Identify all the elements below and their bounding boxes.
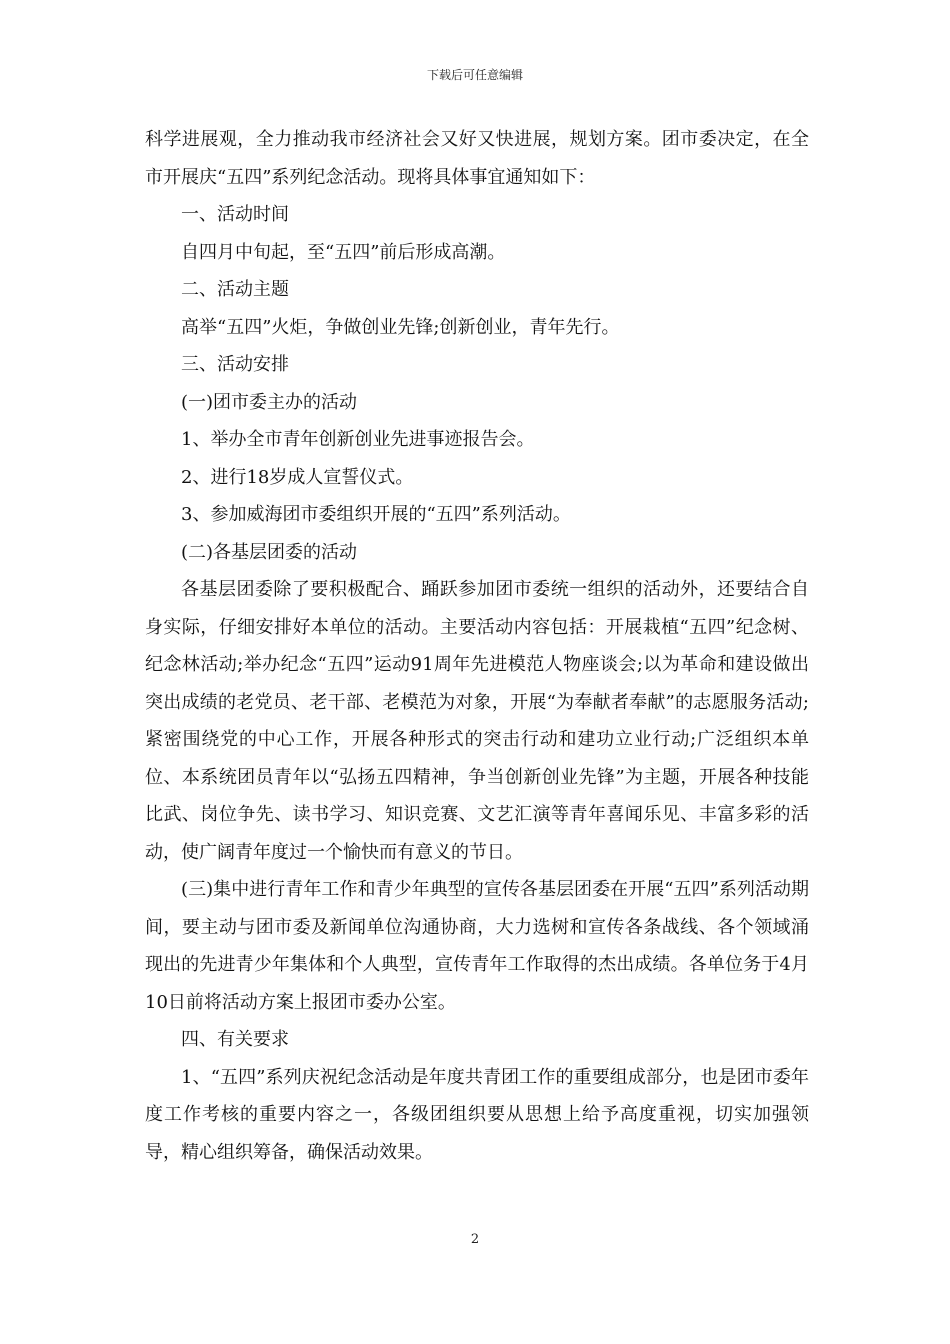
section-heading-arrangement: 三、活动安排: [181, 354, 289, 375]
subheading-grassroots-activities: (二)各基层团委的活动: [181, 541, 358, 563]
paragraph-time: 自四月中旬起，至“五四”前后形成高潮。: [181, 241, 506, 263]
section-heading-requirements: 四、有关要求: [181, 1029, 289, 1050]
page-number: 2: [470, 1232, 480, 1247]
list-item-3: 3、参加威海团市委组织开展的“五四”系列活动。: [181, 504, 571, 525]
paragraph-intro: 科学进展观，全力推动我市经济社会又好又快进展，规划方案。团市委决定，在全市开展庆“五四”系列纪念活动。现将具体事宜通知如下：: [145, 129, 809, 188]
paragraph-theme: 高举“五四”火炬，争做创业先锋;创新创业，青年先行。: [181, 316, 620, 338]
list-item-1: 1、举办全市青年创新创业先进事迹报告会。: [181, 429, 535, 450]
paragraph-grassroots: 各基层团委除了要积极配合、踊跃参加团市委统一组织的活动外，还要结合自身实际，仔细安排好本单位的活动。主要活动内容包括：开展栽植“五四”纪念树、纪念林活动;举办纪念“五四”运动91周年先进模范人物座谈会;以为革命和建设做出突出成绩的老党员、老干部、老模范为对象，开展“为奉献者奉献”的志愿服务活动;紧密围绕党的中心工作，开展各种形式的突击行动和建功立业行动;广泛组织本单位、本系统团员青年以“弘扬五四精神，争当创新创业先锋”为主题，开展各种技能比武、岗位争先、读书学习、知识竞赛、文艺汇演等青年喜闻乐见、丰富多彩的活动，使广阔青年度过一个愉快而有意义的节日。: [145, 579, 809, 863]
section-heading-time: 一、活动时间: [181, 204, 289, 225]
section-heading-theme: 二、活动主题: [181, 279, 289, 300]
list-item-2: 2、进行18岁成人宣誓仪式。: [181, 466, 414, 488]
page-header: 下载后可任意编辑: [426, 68, 523, 82]
paragraph-publicity: (三)集中进行青年工作和青少年典型的宣传各基层团委在开展“五四”系列活动期间，要主动与团市委及新闻单位沟通协商，大力选树和宣传各条战线、各个领域涌现出的先进青少年集体和个人典型，宣传青年工作取得的杰出成绩。各单位务于4月10日前将活动方案上报团市委办公室。: [145, 879, 809, 1013]
document-body: [145, 121, 809, 1171]
paragraph-requirement-1: 1、“五四”系列庆祝纪念活动是年度共青团工作的重要组成部分，也是团市委年度工作考核的重要内容之一，各级团组织要从思想上给予高度重视，切实加强领导，精心组织筹备，确保活动效果。: [145, 1066, 809, 1163]
subheading-league-activities: (一)团市委主办的活动: [181, 391, 358, 413]
